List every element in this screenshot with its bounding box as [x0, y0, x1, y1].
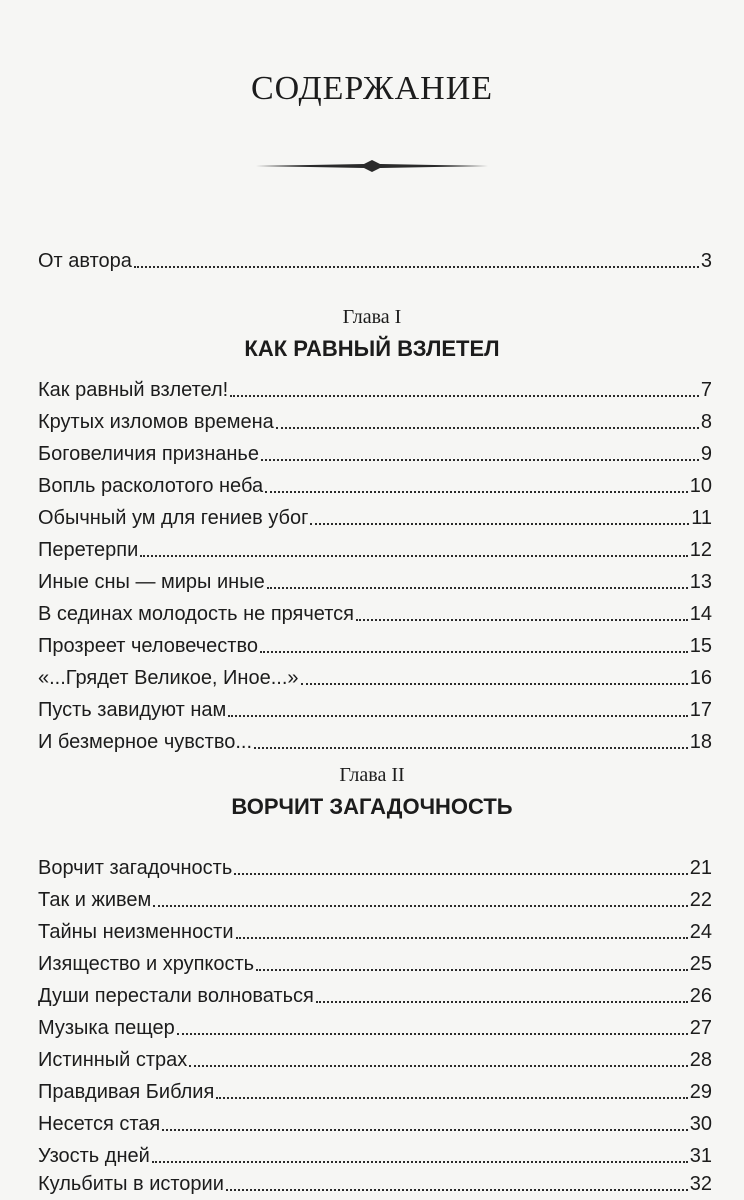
toc-entry-preface[interactable]: [38, 245, 712, 273]
toc-entry[interactable]: [38, 406, 712, 434]
entry-title: Кульбиты в истории: [38, 1173, 224, 1195]
toc-entry[interactable]: [38, 374, 712, 402]
entry-title: Тайны неизменности: [38, 921, 234, 943]
toc-entry[interactable]: [38, 1168, 712, 1196]
entry-title: От автора: [38, 250, 132, 272]
entry-title: Вопль расколотого неба: [38, 475, 264, 497]
entry-title: И безмерное чувство...: [38, 731, 253, 753]
entry-page: 10: [689, 475, 712, 497]
toc-entry[interactable]: [38, 884, 712, 912]
entry-title: Истинный страх: [38, 1049, 188, 1071]
leader-dots: [153, 904, 687, 907]
toc-entry[interactable]: [38, 566, 712, 594]
leader-dots: [260, 650, 688, 653]
entry-page: 11: [691, 507, 712, 529]
entry-page: 13: [689, 571, 712, 593]
leader-dots: [356, 618, 688, 621]
entry-page: 18: [689, 731, 712, 753]
toc-entry[interactable]: [38, 694, 712, 722]
leader-dots: [140, 554, 687, 557]
entry-page: 32: [689, 1173, 712, 1195]
leader-dots: [276, 426, 699, 429]
entry-title: Несется стая: [38, 1113, 161, 1135]
ornament-divider: [254, 156, 490, 176]
entry-page: 22: [689, 889, 712, 911]
leader-dots: [254, 746, 688, 749]
entry-page: 17: [689, 699, 712, 721]
entry-title: Изящество и хрупкость: [38, 953, 255, 975]
entry-title: В сединах молодость не прячется: [38, 603, 355, 625]
entry-page: 21: [689, 857, 712, 879]
chapter-title: КАК РАВНЫЙ ВЗЛЕТЕЛ: [244, 336, 500, 361]
entry-title: Правдивая Библия: [38, 1081, 215, 1103]
toc-entry[interactable]: [38, 1140, 712, 1168]
entry-page: 29: [689, 1081, 712, 1103]
entry-page: 27: [689, 1017, 712, 1039]
entry-page: 24: [689, 921, 712, 943]
leader-dots: [261, 458, 699, 461]
toc-entry[interactable]: [38, 438, 712, 466]
entry-page: 15: [689, 635, 712, 657]
entry-title: Души перестали волноваться: [38, 985, 314, 1007]
entry-page: 16: [689, 667, 712, 689]
toc-entry[interactable]: [38, 470, 712, 498]
entry-title: Прозреет человечество: [38, 635, 258, 657]
entry-title: «...Грядет Великое, Иное...»: [38, 667, 299, 689]
chapter-label: Глава II: [339, 764, 405, 786]
entry-page: 25: [689, 953, 712, 975]
leader-dots: [256, 968, 688, 971]
toc-entry[interactable]: [38, 948, 712, 976]
entry-title: Иные сны — миры иные: [38, 571, 265, 593]
entry-page: 31: [689, 1145, 712, 1167]
leader-dots: [316, 1000, 688, 1003]
page-title: СОДЕРЖАНИЕ: [250, 70, 494, 107]
leader-dots: [228, 714, 688, 717]
leader-dots: [265, 490, 688, 493]
entry-page: 8: [700, 411, 712, 433]
toc-entry[interactable]: [38, 662, 712, 690]
entry-page: 9: [700, 443, 712, 465]
toc-entry[interactable]: [38, 630, 712, 658]
toc-entry[interactable]: [38, 980, 712, 1008]
leader-dots: [236, 936, 688, 939]
entry-title: Пусть завидуют нам: [38, 699, 227, 721]
entry-page: 7: [700, 379, 712, 401]
toc-entry[interactable]: [38, 1076, 712, 1104]
toc-entry[interactable]: [38, 502, 712, 530]
entry-title: Так и живем: [38, 889, 152, 911]
toc-entry[interactable]: [38, 1108, 712, 1136]
leader-dots: [226, 1188, 688, 1191]
toc-entry[interactable]: [38, 598, 712, 626]
leader-dots: [230, 394, 699, 397]
entry-title: Перетерпи: [38, 539, 139, 561]
leader-dots: [177, 1032, 688, 1035]
entry-page: 3: [700, 250, 712, 272]
leader-dots: [189, 1064, 687, 1067]
entry-title: Ворчит загадочность: [38, 857, 233, 879]
leader-dots: [134, 265, 699, 268]
chapter-label: Глава I: [342, 306, 402, 328]
leader-dots: [310, 522, 689, 525]
entry-title: Боговеличия признанье: [38, 443, 259, 465]
entry-title: Музыка пещер: [38, 1017, 175, 1039]
toc-entry[interactable]: [38, 852, 712, 880]
leader-dots: [216, 1096, 687, 1099]
entry-title: Крутых изломов времена: [38, 411, 274, 433]
toc-entry[interactable]: [38, 916, 712, 944]
entry-page: 28: [689, 1049, 712, 1071]
entry-title: Как равный взлетел!: [38, 379, 229, 401]
leader-dots: [152, 1160, 688, 1163]
leader-dots: [234, 872, 688, 875]
entry-page: 14: [689, 603, 712, 625]
entry-page: 26: [689, 985, 712, 1007]
entry-page: 12: [689, 539, 712, 561]
toc-entry[interactable]: [38, 1044, 712, 1072]
chapter-title: ВОРЧИТ ЗАГАДОЧНОСТЬ: [231, 794, 513, 819]
toc-entry[interactable]: [38, 534, 712, 562]
toc-entry[interactable]: [38, 1012, 712, 1040]
toc-entry[interactable]: [38, 726, 712, 754]
leader-dots: [267, 586, 688, 589]
leader-dots: [301, 682, 688, 685]
entry-title: Узость дней: [38, 1145, 150, 1167]
entry-title: Обычный ум для гениев убог: [38, 507, 309, 529]
leader-dots: [162, 1128, 688, 1131]
entry-page: 30: [689, 1113, 712, 1135]
